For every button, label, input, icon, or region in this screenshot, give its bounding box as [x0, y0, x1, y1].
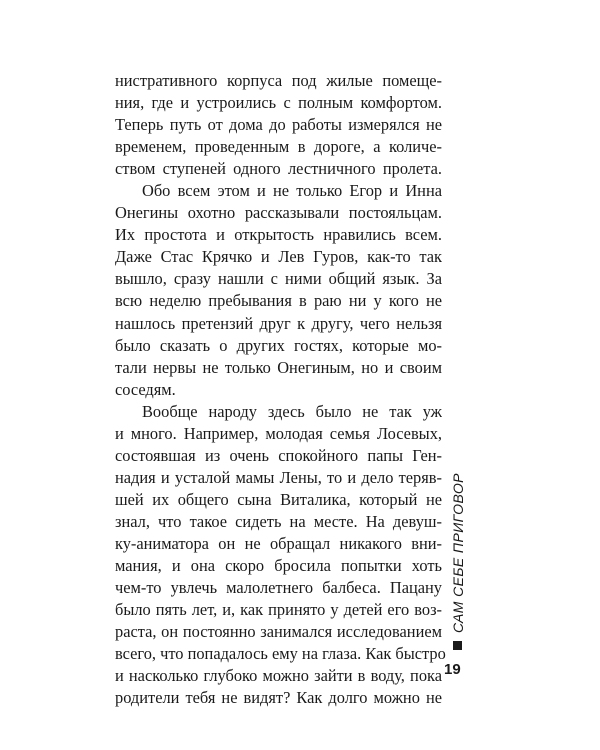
text-line: нашлось претензий друг к другу, чего нельзя: [115, 313, 442, 333]
text-line: Обо всем этом и не только Егор и Инна: [142, 181, 442, 201]
text-line: знал, что такое сидеть на месте. На девуш-: [115, 511, 442, 531]
text-line: чем-то увлечь малолетнего балбеса. Пацану: [115, 578, 442, 598]
text-line: ку-аниматора он не обращал никакого вни-: [115, 533, 442, 553]
text-line: и насколько глубоко можно зайти в воду, пока: [115, 666, 442, 686]
text-line: родители тебя не видят? Как долго можно не: [115, 688, 442, 708]
text-line: раста, он постоянно занимался исследованием: [115, 622, 442, 642]
text-line: временем, проведенным в дороге, а количе-: [115, 137, 442, 157]
text-line: мания, и она скоро бросила попытки хоть: [115, 556, 442, 576]
text-line: нистративного корпуса под жилые помеще-: [115, 71, 442, 90]
square-marker-icon: [454, 641, 463, 650]
text-line: надия и усталой мамы Лены, то и дело теряв-: [115, 467, 442, 487]
text-line: соседям.: [115, 379, 176, 399]
text-line: Онегины охотно рассказывали постояльцам.: [115, 203, 442, 223]
body-text: [115, 70, 446, 709]
running-title: [448, 450, 468, 650]
text-line: Вообще народу здесь было не так уж: [142, 401, 442, 421]
running-title-text: САМ СЕБЕ ПРИГОВОР: [450, 473, 466, 633]
text-line: ством ступеней одного лестничного пролета.: [115, 159, 442, 179]
text-line: всю неделю пребывания в раю ни у кого не: [115, 291, 442, 311]
text-line: было пять лет, и, как принято у детей его воз-: [115, 600, 442, 620]
text-line: состоявшая из очень спокойного папы Ген-: [115, 445, 442, 465]
text-line: тали нервы не только Онегиным, но и своим: [115, 357, 442, 377]
page-number: 19: [444, 661, 461, 678]
text-line: ния, где и устроились с полным комфортом.: [115, 93, 442, 113]
text-line: и много. Например, молодая семья Лосевых,: [115, 423, 442, 443]
text-line: вышло, сразу нашли с ними общий язык. За: [115, 269, 442, 289]
text-line: шей их общего сына Виталика, который не: [115, 489, 442, 509]
text-line: было сказать о других гостях, которые мо-: [115, 335, 442, 355]
text-line: Теперь путь от дома до работы измерялся не: [115, 115, 442, 135]
text-line: Даже Стас Крячко и Лев Гуров, как-то так: [115, 247, 442, 267]
text-line: Их простота и открытость нравились всем.: [115, 225, 442, 245]
text-line: всего, что попадалось ему на глаза. Как быстро: [115, 644, 446, 664]
